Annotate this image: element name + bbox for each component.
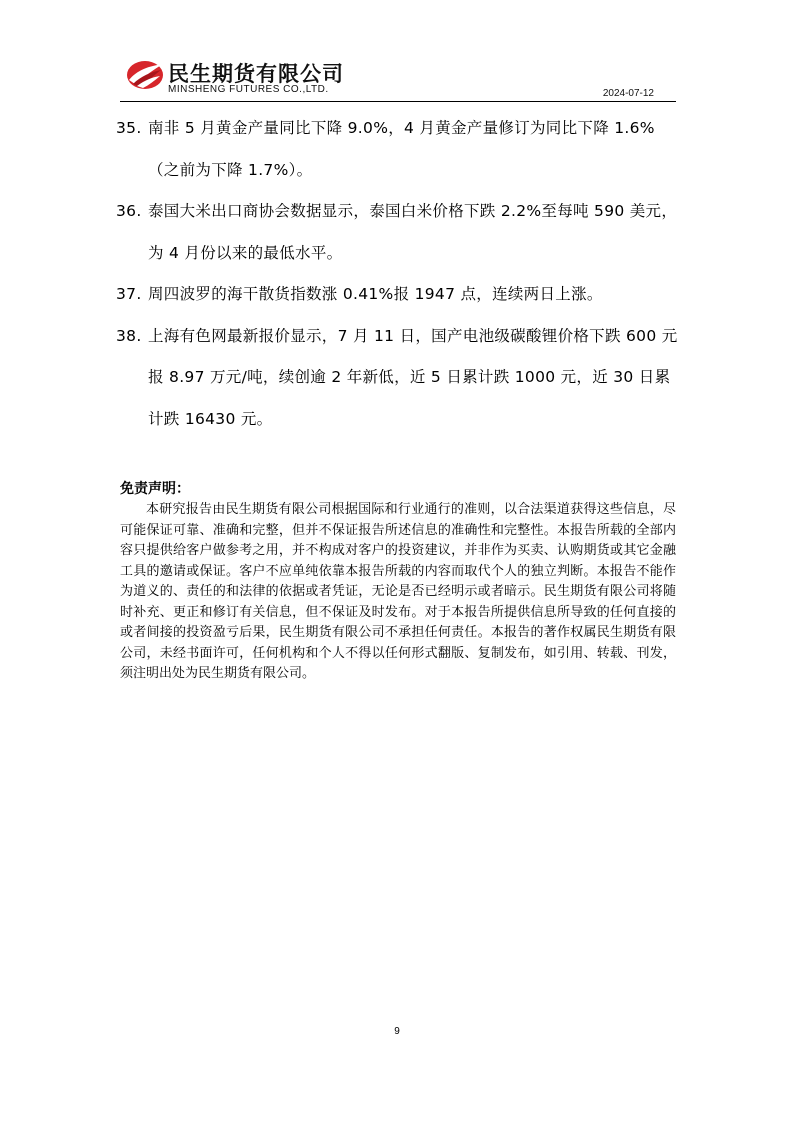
- news-number: 38.: [116, 326, 142, 345]
- news-list: [116, 108, 680, 440]
- news-item-37: [116, 274, 680, 316]
- news-text: 泰国大米出口商协会数据显示，泰国白米价格下跌 2.2%至每吨 590 美元，为 4 月份以来的最低水平。: [148, 202, 678, 262]
- news-number: 37.: [116, 285, 142, 303]
- disclaimer-section: [120, 478, 676, 685]
- news-number: 36.: [116, 202, 142, 220]
- page-header: [120, 52, 676, 102]
- news-item-38: [116, 316, 680, 441]
- news-text: 南非 5 月黄金产量同比下降 9.0%，4 月黄金产量修订为同比下降 1.6%（之前为下降 1.7%）。: [148, 119, 655, 179]
- company-name-cn: 民生期货有限公司: [168, 62, 344, 86]
- news-text: 周四波罗的海干散货指数涨 0.41%报 1947 点，连续两日上涨。: [148, 285, 603, 303]
- report-date: 2024-07-12: [602, 88, 654, 99]
- news-item-36: [116, 191, 680, 274]
- company-name-en: MINSHENG FUTURES CO.,LTD.: [168, 84, 329, 95]
- company-logo-icon: [125, 56, 165, 92]
- header-divider: [120, 101, 676, 102]
- news-number: 35.: [116, 119, 142, 137]
- page-number: 9: [394, 1026, 400, 1037]
- news-text: 上海有色网最新报价显示，7 月 11 日，国产电池级碳酸锂价格下跌 600 元报 8.97 万元/吨，续创逾 2 年新低，近 5 日累计跌 1000 元，近 30 日累计跌 16430 元。: [148, 326, 678, 428]
- news-item-35: [116, 108, 680, 191]
- disclaimer-title: 免责声明：: [120, 481, 190, 497]
- disclaimer-body: 本研究报告由民生期货有限公司根据国际和行业通行的准则，以合法渠道获得这些信息，尽可能保证可靠、准确和完整，但并不保证报告所述信息的准确性和完整性。本报告所载的全部内容只提供给客户做参考之用，并不构成对客户的投资建议，并非作为买卖、认购期货或其它金融工具的邀请或保证。客户不应单纯依靠本报告所载的内容而取代个人的独立判断。本报告不能作为道义的、责任的和法律的依据或者凭证，无论是否已经明示或者暗示。民生期货有限公司将随时补充、更正和修订有关信息，但不保证及时发布。对于本报告所提供信息所导致的任何直接的或者间接的投资盈亏后果，民生期货有限公司不承担任何责任。本报告的著作权属民生期货有限公司，未经书面许可，任何机构和个人不得以任何形式翻版、复制发布，如引用、转载、刊发，须注明出处为民生期货有限公司。: [120, 502, 676, 681]
